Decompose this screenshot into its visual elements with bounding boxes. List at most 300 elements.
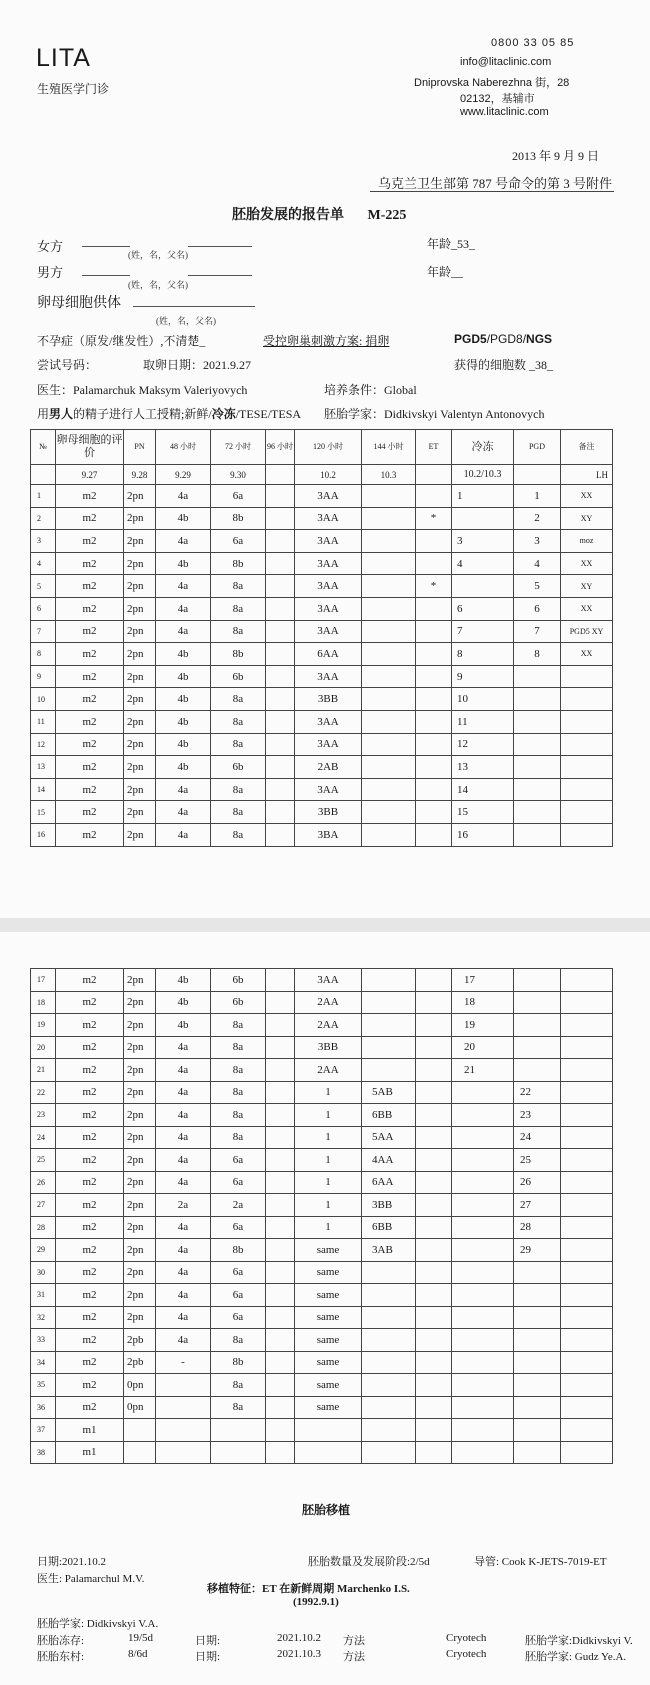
header-no: № xyxy=(31,430,56,465)
cell-h72: 8a xyxy=(211,1374,266,1397)
cell-n: 29 xyxy=(31,1239,56,1262)
cell-pgd xyxy=(514,1306,561,1329)
attempt-number: 尝试号码： xyxy=(37,358,98,372)
table-row xyxy=(31,1261,613,1284)
cell-pn: 2pb xyxy=(124,1329,156,1352)
cell-et xyxy=(416,1261,452,1284)
cell-pn: 2pn xyxy=(124,1126,156,1149)
cell-et xyxy=(416,1441,452,1464)
cell-pgd: 8 xyxy=(514,643,561,666)
cell-h96 xyxy=(266,1036,295,1059)
embryo-table-part2 xyxy=(30,968,613,1464)
cell-h72: 8a xyxy=(211,1081,266,1104)
report-title xyxy=(232,204,406,224)
table-row xyxy=(31,710,613,733)
table-row xyxy=(31,1171,613,1194)
cell-h48: 4a xyxy=(156,801,211,824)
cell-n: 7 xyxy=(31,620,56,643)
cell-pgd: 23 xyxy=(514,1104,561,1127)
cell-pgd: 26 xyxy=(514,1171,561,1194)
cell-pgd: 3 xyxy=(514,530,561,553)
cell-h144 xyxy=(362,530,416,553)
cell-h72 xyxy=(211,1419,266,1442)
cell-h96 xyxy=(266,1441,295,1464)
cell-h120: 3AA xyxy=(295,665,362,688)
cell-h120 xyxy=(295,1419,362,1442)
cell-h120: same xyxy=(295,1396,362,1419)
cell-et xyxy=(416,1104,452,1127)
cell-h120: 3AA xyxy=(295,530,362,553)
culture-conditions: 培养条件：Global xyxy=(324,383,417,397)
cell-eval: m2 xyxy=(56,1396,124,1419)
cell-h96 xyxy=(266,507,295,530)
cell-pn: 2pn xyxy=(124,1171,156,1194)
cell-pgd xyxy=(514,969,561,992)
freeze-date: 2021.10.2 xyxy=(277,1632,321,1644)
cell-h144 xyxy=(362,688,416,711)
cell-n: 24 xyxy=(31,1126,56,1149)
cell-h48: 4a xyxy=(156,485,211,508)
cell-pn: 2pb xyxy=(124,1351,156,1374)
cell-h144: 6BB xyxy=(362,1216,416,1239)
thaw-label: 胚胎东村: xyxy=(37,1651,85,1663)
table-row xyxy=(31,756,613,779)
cell-eval: m2 xyxy=(56,530,124,553)
cell-et xyxy=(416,969,452,992)
cell-pgd: 7 xyxy=(514,620,561,643)
cell-h72: 8a xyxy=(211,620,266,643)
thaw-count: 8/6d xyxy=(128,1648,148,1660)
table-row xyxy=(31,1149,613,1172)
cell-note: PGD5 XY xyxy=(561,620,613,643)
female-label: 女方 xyxy=(37,239,64,254)
cell-h96 xyxy=(266,778,295,801)
cell-pn: 2pn xyxy=(124,1149,156,1172)
cell-et xyxy=(416,1036,452,1059)
decree-underline xyxy=(370,191,614,192)
cell-h120: 2AA xyxy=(295,1059,362,1082)
date-48h: 9.29 xyxy=(156,465,211,485)
cell-et xyxy=(416,823,452,846)
cell-eval: m2 xyxy=(56,1059,124,1082)
lab-embryologist: 胚胎学家：Didkivskyi Valentyn Antonovych xyxy=(324,407,545,421)
table-row xyxy=(31,1036,613,1059)
cell-frozen xyxy=(452,1306,514,1329)
table-row xyxy=(31,643,613,666)
cell-h72: 6b xyxy=(211,665,266,688)
insemination-method xyxy=(37,405,301,422)
table-row xyxy=(31,1351,613,1374)
cell-h120: 3AA xyxy=(295,733,362,756)
cell-pgd: 24 xyxy=(514,1126,561,1149)
embryo-table-part1-body xyxy=(31,430,613,847)
cell-eval: m1 xyxy=(56,1419,124,1442)
cell-eval: m2 xyxy=(56,1284,124,1307)
cell-frozen xyxy=(452,1194,514,1217)
cell-frozen xyxy=(452,1171,514,1194)
cell-h96 xyxy=(266,991,295,1014)
cell-h144 xyxy=(362,778,416,801)
cell-h72: 2a xyxy=(211,1194,266,1217)
table-row xyxy=(31,778,613,801)
table-row xyxy=(31,485,613,508)
cell-h72: 6a xyxy=(211,485,266,508)
cell-h144 xyxy=(362,1374,416,1397)
clinic-email: info@litaclinic.com xyxy=(460,56,552,68)
cell-pgd: 28 xyxy=(514,1216,561,1239)
thaw-date: 2021.10.3 xyxy=(277,1648,321,1660)
cell-et xyxy=(416,756,452,779)
cell-frozen: 11 xyxy=(452,710,514,733)
cell-eval: m2 xyxy=(56,507,124,530)
date-pgd xyxy=(514,465,561,485)
header-120h: 120 小时 xyxy=(295,430,362,465)
cell-h96 xyxy=(266,552,295,575)
cell-h48: 4a xyxy=(156,575,211,598)
cell-n: 12 xyxy=(31,733,56,756)
cell-pgd: 5 xyxy=(514,575,561,598)
cell-eval: m2 xyxy=(56,778,124,801)
cell-h120: 3BB xyxy=(295,1036,362,1059)
cell-frozen xyxy=(452,1419,514,1442)
cell-h96 xyxy=(266,597,295,620)
insemination-suffix: /TESE/TESA xyxy=(235,407,302,421)
cell-h72: 8a xyxy=(211,733,266,756)
cell-pn: 2pn xyxy=(124,643,156,666)
cell-pgd xyxy=(514,1441,561,1464)
transfer-count-stage: 胚胎数量及发展阶段:2/5d xyxy=(308,1556,430,1568)
cell-pgd: 22 xyxy=(514,1081,561,1104)
document-date: 2013 年 9 月 9 日 xyxy=(512,149,600,163)
cell-h144 xyxy=(362,756,416,779)
cell-h144 xyxy=(362,1329,416,1352)
cell-eval: m2 xyxy=(56,620,124,643)
thaw-embryologist: 胚胎学家: Gudz Ye.A. xyxy=(525,1651,627,1663)
report-code: M-225 xyxy=(367,208,407,223)
table-header-row xyxy=(31,430,613,465)
table-row xyxy=(31,507,613,530)
cell-eval: m2 xyxy=(56,710,124,733)
clinic-subtitle: 生殖医学门诊 xyxy=(37,82,110,96)
cell-n: 20 xyxy=(31,1036,56,1059)
insemination-middle: 的精子进行人工授精;新鲜/ xyxy=(73,407,212,421)
transfer-catheter: 导管: Cook K-JETS-7019-ET xyxy=(474,1556,607,1568)
cell-h72 xyxy=(211,1441,266,1464)
cell-et xyxy=(416,1149,452,1172)
table-row xyxy=(31,1104,613,1127)
cell-note xyxy=(561,801,613,824)
cell-pn xyxy=(124,1419,156,1442)
cell-h96 xyxy=(266,1149,295,1172)
cell-eval: m2 xyxy=(56,665,124,688)
donor-label: 卵母细胞供体 xyxy=(37,296,121,311)
cell-h72: 6a xyxy=(211,1284,266,1307)
cell-n: 14 xyxy=(31,778,56,801)
thaw-method: Cryotech xyxy=(446,1648,487,1660)
cell-note xyxy=(561,1374,613,1397)
cell-pn: 2pn xyxy=(124,1014,156,1037)
cell-h72: 8a xyxy=(211,1036,266,1059)
cell-h144: 5AA xyxy=(362,1126,416,1149)
cell-pn: 2pn xyxy=(124,507,156,530)
cell-h120: same xyxy=(295,1239,362,1262)
cell-pn: 2pn xyxy=(124,597,156,620)
cell-h48: 4b xyxy=(156,710,211,733)
table-row xyxy=(31,1216,613,1239)
cell-h72: 8a xyxy=(211,688,266,711)
cell-frozen xyxy=(452,1216,514,1239)
cell-pgd xyxy=(514,1374,561,1397)
cell-pgd xyxy=(514,1036,561,1059)
date-no xyxy=(31,465,56,485)
cell-h48: 4b xyxy=(156,552,211,575)
cell-n: 30 xyxy=(31,1261,56,1284)
cell-eval: m2 xyxy=(56,1194,124,1217)
cell-et xyxy=(416,1351,452,1374)
cell-frozen xyxy=(452,1374,514,1397)
female-name-blank-2 xyxy=(188,246,252,247)
cell-h48: 4a xyxy=(156,1126,211,1149)
cell-pgd xyxy=(514,823,561,846)
cell-pn: 2pn xyxy=(124,575,156,598)
cell-eval: m2 xyxy=(56,1126,124,1149)
cell-h144 xyxy=(362,552,416,575)
cell-frozen: 13 xyxy=(452,756,514,779)
table-row xyxy=(31,575,613,598)
cell-h144 xyxy=(362,1284,416,1307)
table-row xyxy=(31,620,613,643)
cell-h120: 1 xyxy=(295,1104,362,1127)
female-name-hint: (姓，名，父名) xyxy=(128,250,188,260)
insemination-male: 男人 xyxy=(49,407,74,421)
eggs-obtained: 获得的细胞数 _38_ xyxy=(454,358,554,372)
cell-n: 3 xyxy=(31,530,56,553)
freeze-label: 胚胎冻存: xyxy=(37,1635,85,1647)
cell-note: XX xyxy=(561,485,613,508)
cell-h96 xyxy=(266,1216,295,1239)
cell-et: * xyxy=(416,575,452,598)
cell-h144 xyxy=(362,1261,416,1284)
cell-frozen xyxy=(452,1081,514,1104)
cell-h120: 3AA xyxy=(295,969,362,992)
cell-h48: 4a xyxy=(156,530,211,553)
date-120h: 10.2 xyxy=(295,465,362,485)
pgd-options xyxy=(454,332,552,346)
cell-h144 xyxy=(362,1396,416,1419)
table-row xyxy=(31,1194,613,1217)
cell-h120: 1 xyxy=(295,1149,362,1172)
cell-note: moz xyxy=(561,530,613,553)
cell-et xyxy=(416,1059,452,1082)
clinic-address-line2: 02132，基辅市 xyxy=(460,93,535,105)
cell-h48: 4b xyxy=(156,756,211,779)
cell-frozen xyxy=(452,1441,514,1464)
cell-h144 xyxy=(362,969,416,992)
header-note: 备注 xyxy=(561,430,613,465)
cell-h120: 1 xyxy=(295,1171,362,1194)
cell-note: XX xyxy=(561,552,613,575)
male-label: 男方 xyxy=(37,265,64,280)
cell-h120: 2AB xyxy=(295,756,362,779)
male-name-blank-1 xyxy=(82,275,130,276)
cell-note xyxy=(561,1126,613,1149)
cell-pgd xyxy=(514,665,561,688)
cell-eval: m2 xyxy=(56,991,124,1014)
cell-h96 xyxy=(266,1081,295,1104)
cell-frozen xyxy=(452,1126,514,1149)
cell-note xyxy=(561,1351,613,1374)
cell-h48: 4a xyxy=(156,1329,211,1352)
transfer-date: 日期:2021.10.2 xyxy=(37,1556,107,1568)
cell-h48: 4b xyxy=(156,665,211,688)
cell-h120: 3BB xyxy=(295,688,362,711)
date-144h: 10.3 xyxy=(362,465,416,485)
cell-note xyxy=(561,688,613,711)
cell-h144 xyxy=(362,1351,416,1374)
cell-pn: 2pn xyxy=(124,665,156,688)
cell-et xyxy=(416,1126,452,1149)
cell-note xyxy=(561,1194,613,1217)
cell-n: 27 xyxy=(31,1194,56,1217)
cell-n: 8 xyxy=(31,643,56,666)
cell-eval: m2 xyxy=(56,969,124,992)
cell-frozen: 20 xyxy=(452,1036,514,1059)
cell-h144 xyxy=(362,575,416,598)
cell-h96 xyxy=(266,733,295,756)
cell-frozen: 9 xyxy=(452,665,514,688)
cell-h72: 8a xyxy=(211,1126,266,1149)
cell-h48: 4a xyxy=(156,1171,211,1194)
cell-n: 19 xyxy=(31,1014,56,1037)
clinic-logo: LITA xyxy=(36,44,91,72)
cell-eval: m2 xyxy=(56,1261,124,1284)
cell-h48 xyxy=(156,1419,211,1442)
cell-note: XY xyxy=(561,507,613,530)
cell-h144 xyxy=(362,1419,416,1442)
cell-n: 1 xyxy=(31,485,56,508)
cell-pgd xyxy=(514,1329,561,1352)
cell-n: 2 xyxy=(31,507,56,530)
cell-eval: m2 xyxy=(56,1329,124,1352)
table-row xyxy=(31,1126,613,1149)
cell-et xyxy=(416,1081,452,1104)
cell-frozen xyxy=(452,507,514,530)
table-row xyxy=(31,823,613,846)
cell-h72: 6a xyxy=(211,1261,266,1284)
cell-et xyxy=(416,1284,452,1307)
cell-h96 xyxy=(266,1396,295,1419)
insemination-frozen: 冷冻 xyxy=(211,407,236,421)
cell-note xyxy=(561,778,613,801)
cell-h48: 4b xyxy=(156,643,211,666)
cell-n: 23 xyxy=(31,1104,56,1127)
cell-n: 26 xyxy=(31,1171,56,1194)
cell-h96 xyxy=(266,1194,295,1217)
donor-name-blank xyxy=(133,306,255,307)
cell-frozen: 8 xyxy=(452,643,514,666)
cell-eval: m2 xyxy=(56,1306,124,1329)
cell-h96 xyxy=(266,1171,295,1194)
cell-n: 4 xyxy=(31,552,56,575)
cell-et xyxy=(416,1329,452,1352)
cell-h96 xyxy=(266,1059,295,1082)
cell-pn: 2pn xyxy=(124,485,156,508)
cell-h72: 6a xyxy=(211,1171,266,1194)
pgd-option-ngs: NGS xyxy=(526,332,553,346)
cell-h48: - xyxy=(156,1351,211,1374)
cell-h72: 8a xyxy=(211,575,266,598)
cell-h72: 8b xyxy=(211,1351,266,1374)
cell-h48: 4a xyxy=(156,1081,211,1104)
cell-h120: same xyxy=(295,1351,362,1374)
table-row xyxy=(31,1441,613,1464)
cell-h72: 6a xyxy=(211,530,266,553)
cell-h120: 2AA xyxy=(295,991,362,1014)
cell-et xyxy=(416,1194,452,1217)
cell-h120: 3AA xyxy=(295,597,362,620)
cell-et xyxy=(416,620,452,643)
cell-et xyxy=(416,778,452,801)
cell-h72: 6b xyxy=(211,969,266,992)
cell-eval: m2 xyxy=(56,575,124,598)
cell-h120: 2AA xyxy=(295,1014,362,1037)
cell-pgd: 27 xyxy=(514,1194,561,1217)
cell-et xyxy=(416,688,452,711)
cell-h144: 6AA xyxy=(362,1171,416,1194)
cell-note xyxy=(561,1104,613,1127)
cell-eval: m2 xyxy=(56,688,124,711)
cell-eval: m2 xyxy=(56,1149,124,1172)
cell-pgd xyxy=(514,1014,561,1037)
cell-pn: 0pn xyxy=(124,1396,156,1419)
cell-h144 xyxy=(362,485,416,508)
cell-h48: 4a xyxy=(156,778,211,801)
cell-et xyxy=(416,552,452,575)
cell-h72: 8a xyxy=(211,1014,266,1037)
cell-pn: 2pn xyxy=(124,823,156,846)
cell-h48: 4a xyxy=(156,1149,211,1172)
cell-frozen: 1 xyxy=(452,485,514,508)
cell-eval: m2 xyxy=(56,1239,124,1262)
cell-n: 35 xyxy=(31,1374,56,1397)
cell-h120: 3AA xyxy=(295,552,362,575)
cell-note xyxy=(561,1261,613,1284)
cell-h120: same xyxy=(295,1284,362,1307)
donor-name-hint: (姓，名，父名) xyxy=(156,316,216,326)
cell-pgd xyxy=(514,710,561,733)
cell-frozen xyxy=(452,1284,514,1307)
cell-n: 22 xyxy=(31,1081,56,1104)
cell-h96 xyxy=(266,823,295,846)
cell-h96 xyxy=(266,710,295,733)
cell-h144: 4AA xyxy=(362,1149,416,1172)
cell-h144 xyxy=(362,710,416,733)
cell-h48: 4b xyxy=(156,733,211,756)
cell-h96 xyxy=(266,1374,295,1397)
cell-h96 xyxy=(266,969,295,992)
cell-frozen: 10 xyxy=(452,688,514,711)
cell-eval: m2 xyxy=(56,756,124,779)
transfer-section-title: 胚胎移植 xyxy=(302,1503,351,1517)
cell-et xyxy=(416,801,452,824)
cell-h96 xyxy=(266,1306,295,1329)
cell-note xyxy=(561,710,613,733)
cell-et xyxy=(416,1239,452,1262)
cell-pgd xyxy=(514,778,561,801)
cell-pn: 2pn xyxy=(124,1239,156,1262)
cell-pn: 2pn xyxy=(124,1216,156,1239)
date-72h: 9.30 xyxy=(211,465,266,485)
